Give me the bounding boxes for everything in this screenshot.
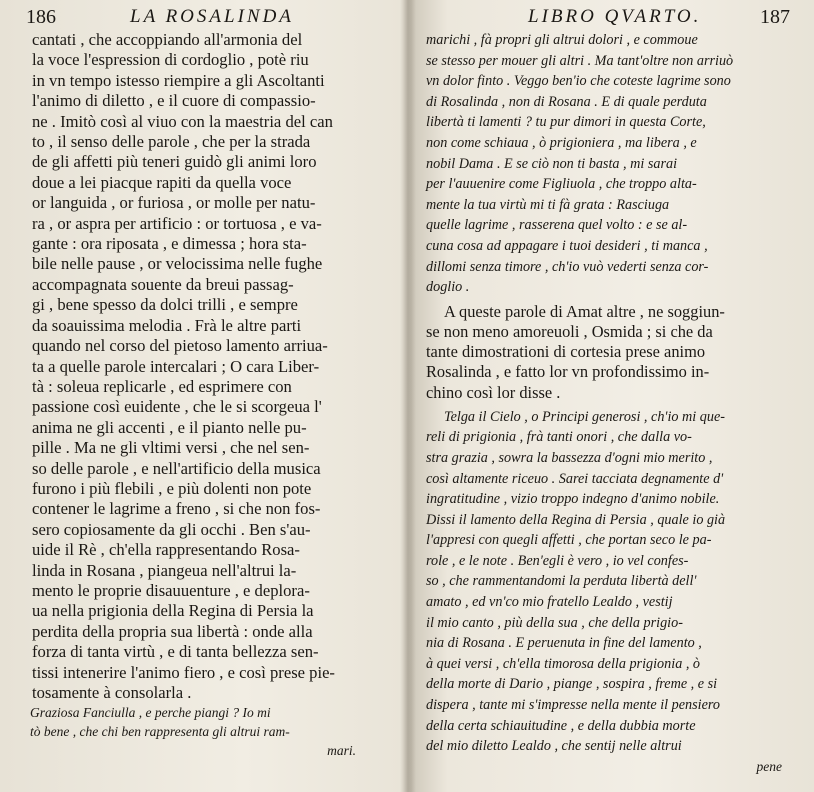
text-line: contener le lagrime a freno , si che non fos- bbox=[32, 499, 321, 519]
italic-text-line: il mio canto , più della sua , che della prigio- bbox=[426, 614, 683, 631]
italic-text-line: della certa schiauitudine , e della dubbia morte bbox=[426, 717, 696, 734]
italic-text-line: nia di Rosana . E peruenuta in fine del lamento , bbox=[426, 635, 702, 652]
text-line: A queste parole di Amat altre , ne soggiun- bbox=[444, 301, 725, 321]
right-page-header bbox=[424, 0, 804, 30]
italic-text-line: dispera , tante mi s'impresse nella mente il pensiero bbox=[426, 697, 720, 714]
text-line: ne . Imitò così al viuo con la maestria del can bbox=[32, 111, 333, 131]
text-line: da soauissima melodia . Frà le altre parti bbox=[32, 315, 302, 335]
italic-text-line: mente la tua virtù mi ti fà grata : Rasciuga bbox=[426, 196, 670, 213]
right-page-body bbox=[424, 30, 804, 777]
text-line: perdita della propria sua libertà : onde alla bbox=[32, 621, 313, 641]
italic-text-line: di Rosalinda , non di Rosana . E di quale perduta bbox=[426, 93, 707, 110]
text-line: linda in Rosana , piangeua nell'altrui la- bbox=[32, 560, 297, 580]
text-line: or languida , or furiosa , or molle per natu- bbox=[32, 193, 316, 213]
italic-text-line: tò bene , che chi ben rappresenta gli altrui ram- bbox=[30, 724, 290, 740]
text-line: furono i più flebili , e più dolenti non pote bbox=[32, 478, 312, 498]
italic-text-line: del mio diletto Lealdo , che sentij nelle altrui bbox=[426, 738, 682, 755]
italic-text-line: doglio . bbox=[426, 279, 470, 296]
text-line: Rosalinda , e fatto lor vn profondissimo in- bbox=[426, 362, 710, 382]
text-line: tante dimostrationi di cortesia prese animo bbox=[426, 342, 706, 362]
text-line: passione così euidente , che le si scorgeua l' bbox=[32, 397, 322, 417]
text-line: chino così lor disse . bbox=[426, 382, 561, 402]
right-page-number: 187 bbox=[760, 6, 790, 28]
text-line: la voce l'espression di cordoglio , potè riu bbox=[32, 50, 309, 70]
text-line: sero copiosamente da gli occhi . Ben s'au- bbox=[32, 519, 311, 539]
italic-text-line: so , che rammentandomi la perduta libertà dell' bbox=[426, 573, 697, 590]
text-line: ua nella prigionia della Regina di Persia la bbox=[32, 601, 314, 621]
italic-text-line: stra grazia , sowra la bassezza d'ogni mio merito , bbox=[426, 449, 713, 466]
text-line: mento le proprie disauuenture , e deplora- bbox=[32, 580, 310, 600]
text-line: gi , bene spesso da dolci trilli , e sempre bbox=[32, 295, 298, 315]
text-line: so delle parole , e nell'artificio della musica bbox=[32, 458, 321, 478]
right-page bbox=[424, 0, 804, 792]
catchword: mari. bbox=[327, 743, 356, 759]
italic-text-line: Graziosa Fanciulla , e perche piangi ? Io mi bbox=[30, 705, 271, 721]
text-line: de gli affetti più teneri guidò gli animi loro bbox=[32, 152, 317, 172]
italic-text-line: nobil Dama . E se ciò non ti basta , mi sarai bbox=[426, 155, 678, 172]
italic-text-line: l'appresi con quegli affetti , che portan seco le pa- bbox=[426, 532, 712, 549]
text-line: tissi intenerire l'animo fiero , e così prese pie- bbox=[32, 662, 335, 682]
right-running-head: LIBRO QVARTO. bbox=[528, 6, 702, 27]
text-line: anima ne gli accenti , e il pianto nelle pu- bbox=[32, 417, 307, 437]
left-running-head: LA ROSALINDA bbox=[130, 6, 294, 27]
italic-text-line: non come schiaua , ò prigioniera , ma libera , e bbox=[426, 134, 697, 151]
text-line: se non meno amoreuoli , Osmida ; si che da bbox=[426, 321, 713, 341]
italic-text-line: quelle lagrime , rasserena quel volto : e se al- bbox=[426, 217, 688, 234]
catchword: pene bbox=[756, 758, 782, 774]
text-line: bile nelle pause , or velocissima nelle fughe bbox=[32, 254, 323, 274]
text-line: tà : soleua replicarle , ed esprimere con bbox=[32, 376, 292, 396]
italic-text-line: amato , ed vn'co mio fratello Lealdo , vestij bbox=[426, 594, 673, 611]
left-page bbox=[10, 0, 396, 792]
text-line: in vn tempo istesso riempire a gli Ascoltanti bbox=[32, 70, 325, 90]
italic-text-line: della morte di Dario , piange , sospira , freme , e si bbox=[426, 676, 718, 693]
italic-text-line: se stesso per mouer gli altri . Ma tant'oltre non arriuò bbox=[426, 52, 734, 69]
italic-text-line: marichi , fà propri gli altrui dolori , e commoue bbox=[426, 32, 698, 48]
italic-text-line: così altamente riceuo . Sarei tacciata degnamente d' bbox=[426, 470, 724, 487]
italic-text-line: Telga il Cielo , o Principi generosi , ch'io mi que- bbox=[444, 408, 725, 425]
left-page-header bbox=[10, 0, 396, 30]
text-line: ta a quelle parole intercalari ; O cara Liber- bbox=[32, 356, 320, 376]
text-line: uide il Rè , ch'ella rappresentando Rosa- bbox=[32, 540, 300, 560]
text-line: doue a lei piacque rapiti da quella voce bbox=[32, 172, 292, 192]
text-line: ra , or aspra per artificio : or tortuosa , e va- bbox=[32, 213, 322, 233]
italic-text-line: Dissi il lamento della Regina di Persia , quale io già bbox=[426, 511, 726, 528]
text-line: forza di tanta virtù , e di tanta bellezza sen- bbox=[32, 642, 319, 662]
text-line: l'animo di diletto , e il cuore di compassio- bbox=[32, 91, 316, 111]
italic-text-line: dillomi senza timore , ch'io vuò vederti senza cor- bbox=[426, 258, 709, 275]
left-page-body bbox=[10, 30, 396, 760]
italic-text-line: role , e le note . Ben'egli è vero , io vel confes- bbox=[426, 552, 689, 569]
italic-text-line: cuna cosa ad appagare i tuoi desideri , ti manca , bbox=[426, 237, 708, 254]
book-gutter bbox=[400, 0, 416, 792]
italic-text-line: à quei versi , ch'ella timorosa della prigionia , ò bbox=[426, 655, 701, 672]
italic-text-line: ingratitudine , vizio troppo indegno d'animo nobile. bbox=[426, 491, 720, 508]
text-line: quando nel corso del pietoso lamento arriua- bbox=[32, 336, 328, 356]
text-line: to , il senso delle parole , che per la strada bbox=[32, 132, 311, 152]
italic-text-line: reli di prigionia , frà tanti onori , che dalla vo- bbox=[426, 429, 692, 446]
text-line: pille . Ma ne gli vltimi versi , che nel sen- bbox=[32, 438, 310, 458]
italic-text-line: per l'auuenire come Figliuola , che troppo alta- bbox=[426, 176, 697, 193]
text-line: cantati , che accoppiando all'armonia del bbox=[32, 30, 303, 49]
italic-text-line: libertà ti lamenti ? tu pur dimori in questa Corte, bbox=[426, 114, 706, 131]
text-line: tosamente à consolarla . bbox=[32, 683, 192, 702]
italic-text-line: vn dolor finto . Veggo ben'io che coteste lagrime sono bbox=[426, 73, 731, 90]
left-page-number: 186 bbox=[26, 6, 56, 28]
text-line: accompagnata souente da breui passag- bbox=[32, 274, 294, 294]
text-line: gante : ora riposata , e dimessa ; hora sta- bbox=[32, 234, 307, 254]
